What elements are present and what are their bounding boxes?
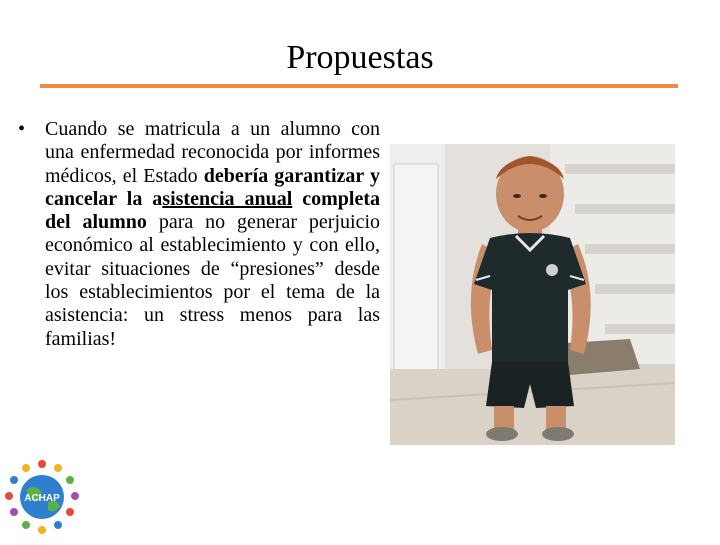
bullet-text-part2: para no generar perjuicio económico al establecimiento y con ello, evitar situaciones de “presiones” desde los establecimientos por el tema de la asistencia: un stress menos para las familias! — [45, 211, 380, 350]
bullet-marker: • — [18, 118, 26, 140]
achap-logo — [0, 456, 84, 540]
logo-wordmark: ACHAP — [24, 493, 60, 504]
bullet-text-bold2: completa del alumno — [45, 187, 380, 234]
title-divider — [40, 84, 678, 88]
bullet-text — [45, 118, 380, 351]
photo-illustration — [390, 144, 675, 445]
photo-child-in-jersey — [390, 144, 675, 445]
bullet-text-bold1: debería garantizar y cancelar la a — [45, 164, 380, 210]
bullet-text-bold-underlined: sistencia anual — [162, 187, 293, 210]
slide-title: Propuestas — [286, 39, 434, 76]
bullet-item — [18, 118, 380, 351]
logo-graphic — [0, 456, 84, 540]
bullet-text-part1: Cuando se matricula a un alumno con una enfermedad reconocida por informes médicos, el Estado — [45, 118, 380, 187]
